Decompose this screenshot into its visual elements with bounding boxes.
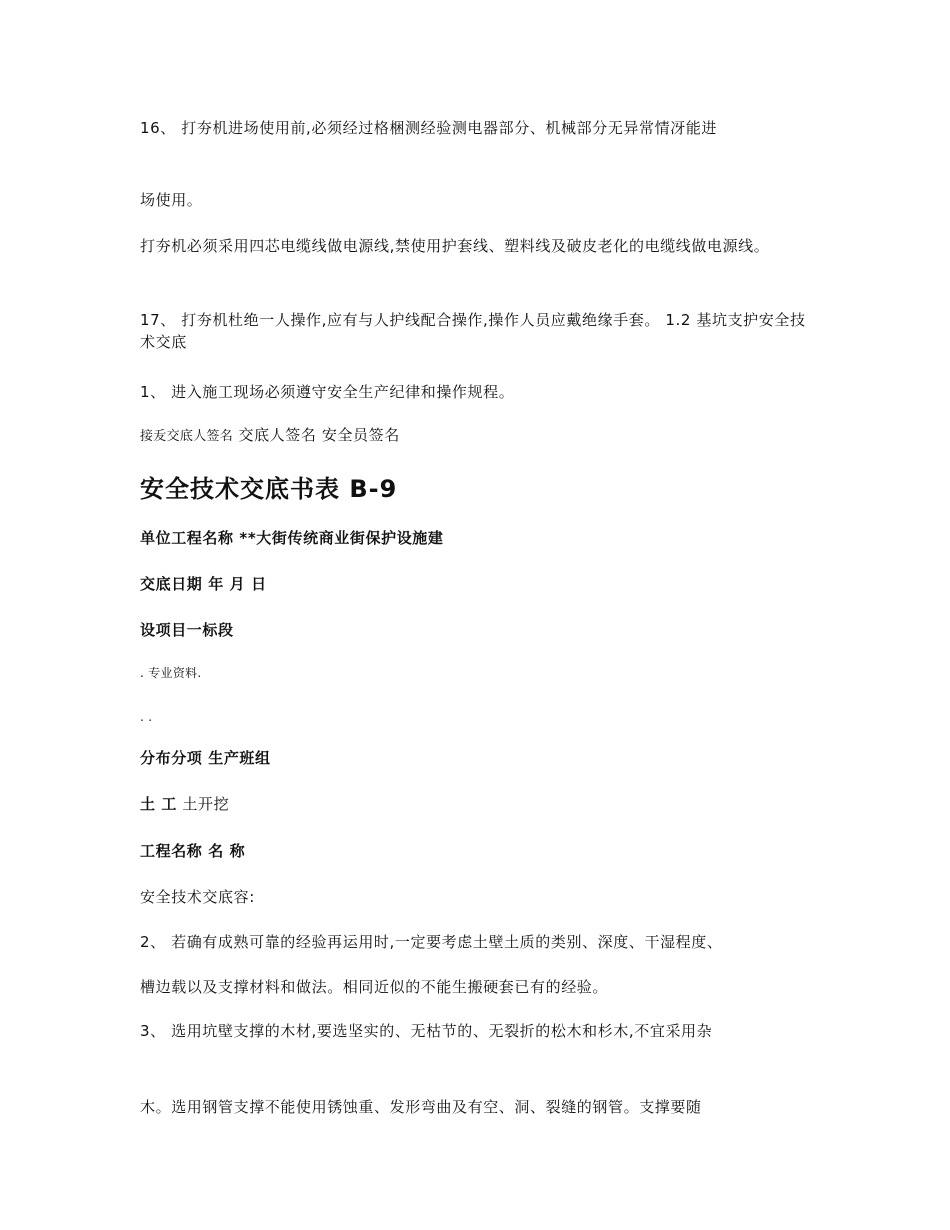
footer-note: . 专业资料.	[140, 666, 202, 680]
division-and-team: 分布分项 生产班组	[140, 749, 271, 767]
project-section: 设项目一标段	[140, 621, 234, 639]
unit-project-name: 单位工程名称 **大街传统商业街保护设施建	[140, 529, 444, 547]
signature-labels: 交底人签名 安全员签名	[238, 426, 400, 444]
paragraph-item-1: 1、 进入施工现场必须遵守安全生产纪律和操作规程。	[140, 383, 515, 401]
content-item-2: 2、 若确有成熟可靠的经验再运用时,一定要考虑土壁土质的类别、深度、干湿程度、	[140, 933, 723, 951]
project-name-label: 工程名称 名 称	[140, 842, 246, 860]
paragraph-item-16-continued: 场使用。	[140, 191, 203, 209]
earthwork-value: 土开挖	[182, 795, 230, 813]
signature-line	[140, 424, 400, 448]
content-item-2-continued: 槽边载以及支撑材料和做法。相同近似的不能生搬硬套已有的经验。	[140, 978, 609, 996]
safety-content-label: 安全技术交底容:	[140, 888, 255, 906]
paragraph-cable-requirement: 打夯机必须采用四芯电缆线做电源线,禁使用护套线、塑料线及破皮老化的电缆线做电源线。	[140, 237, 770, 255]
content-item-3: 3、 选用坑壁支撑的木材,要选坚实的、无枯节的、无裂折的松木和杉木,不宜采用杂	[140, 1022, 713, 1040]
earthwork-line	[140, 793, 229, 815]
receiver-signature-label: 接叐交底人签名	[140, 429, 234, 444]
content-item-3-continued: 木。选用钢管支撑不能使用锈蚀重、发形弯曲及有空、洞、裂缝的钢管。支撑要随	[140, 1098, 702, 1116]
paragraph-item-16: 16、 打夯机进场使用前,必须经过格梱测经验测电器部分、机械部分无异常情冴能进	[140, 119, 718, 137]
paragraph-item-17: 17、 打夯机杜绝一人操作,应有与人护线配合操作,操作人员应戴绝缘手套。 1.2 基坑支护安全技术交底	[140, 311, 806, 351]
handover-date: 交底日期 年 月 日	[140, 575, 267, 593]
earthwork-label: 土 工	[140, 795, 178, 813]
dots-separator: . .	[140, 710, 153, 724]
form-title: 安全技术交底书表 B-9	[140, 475, 398, 503]
